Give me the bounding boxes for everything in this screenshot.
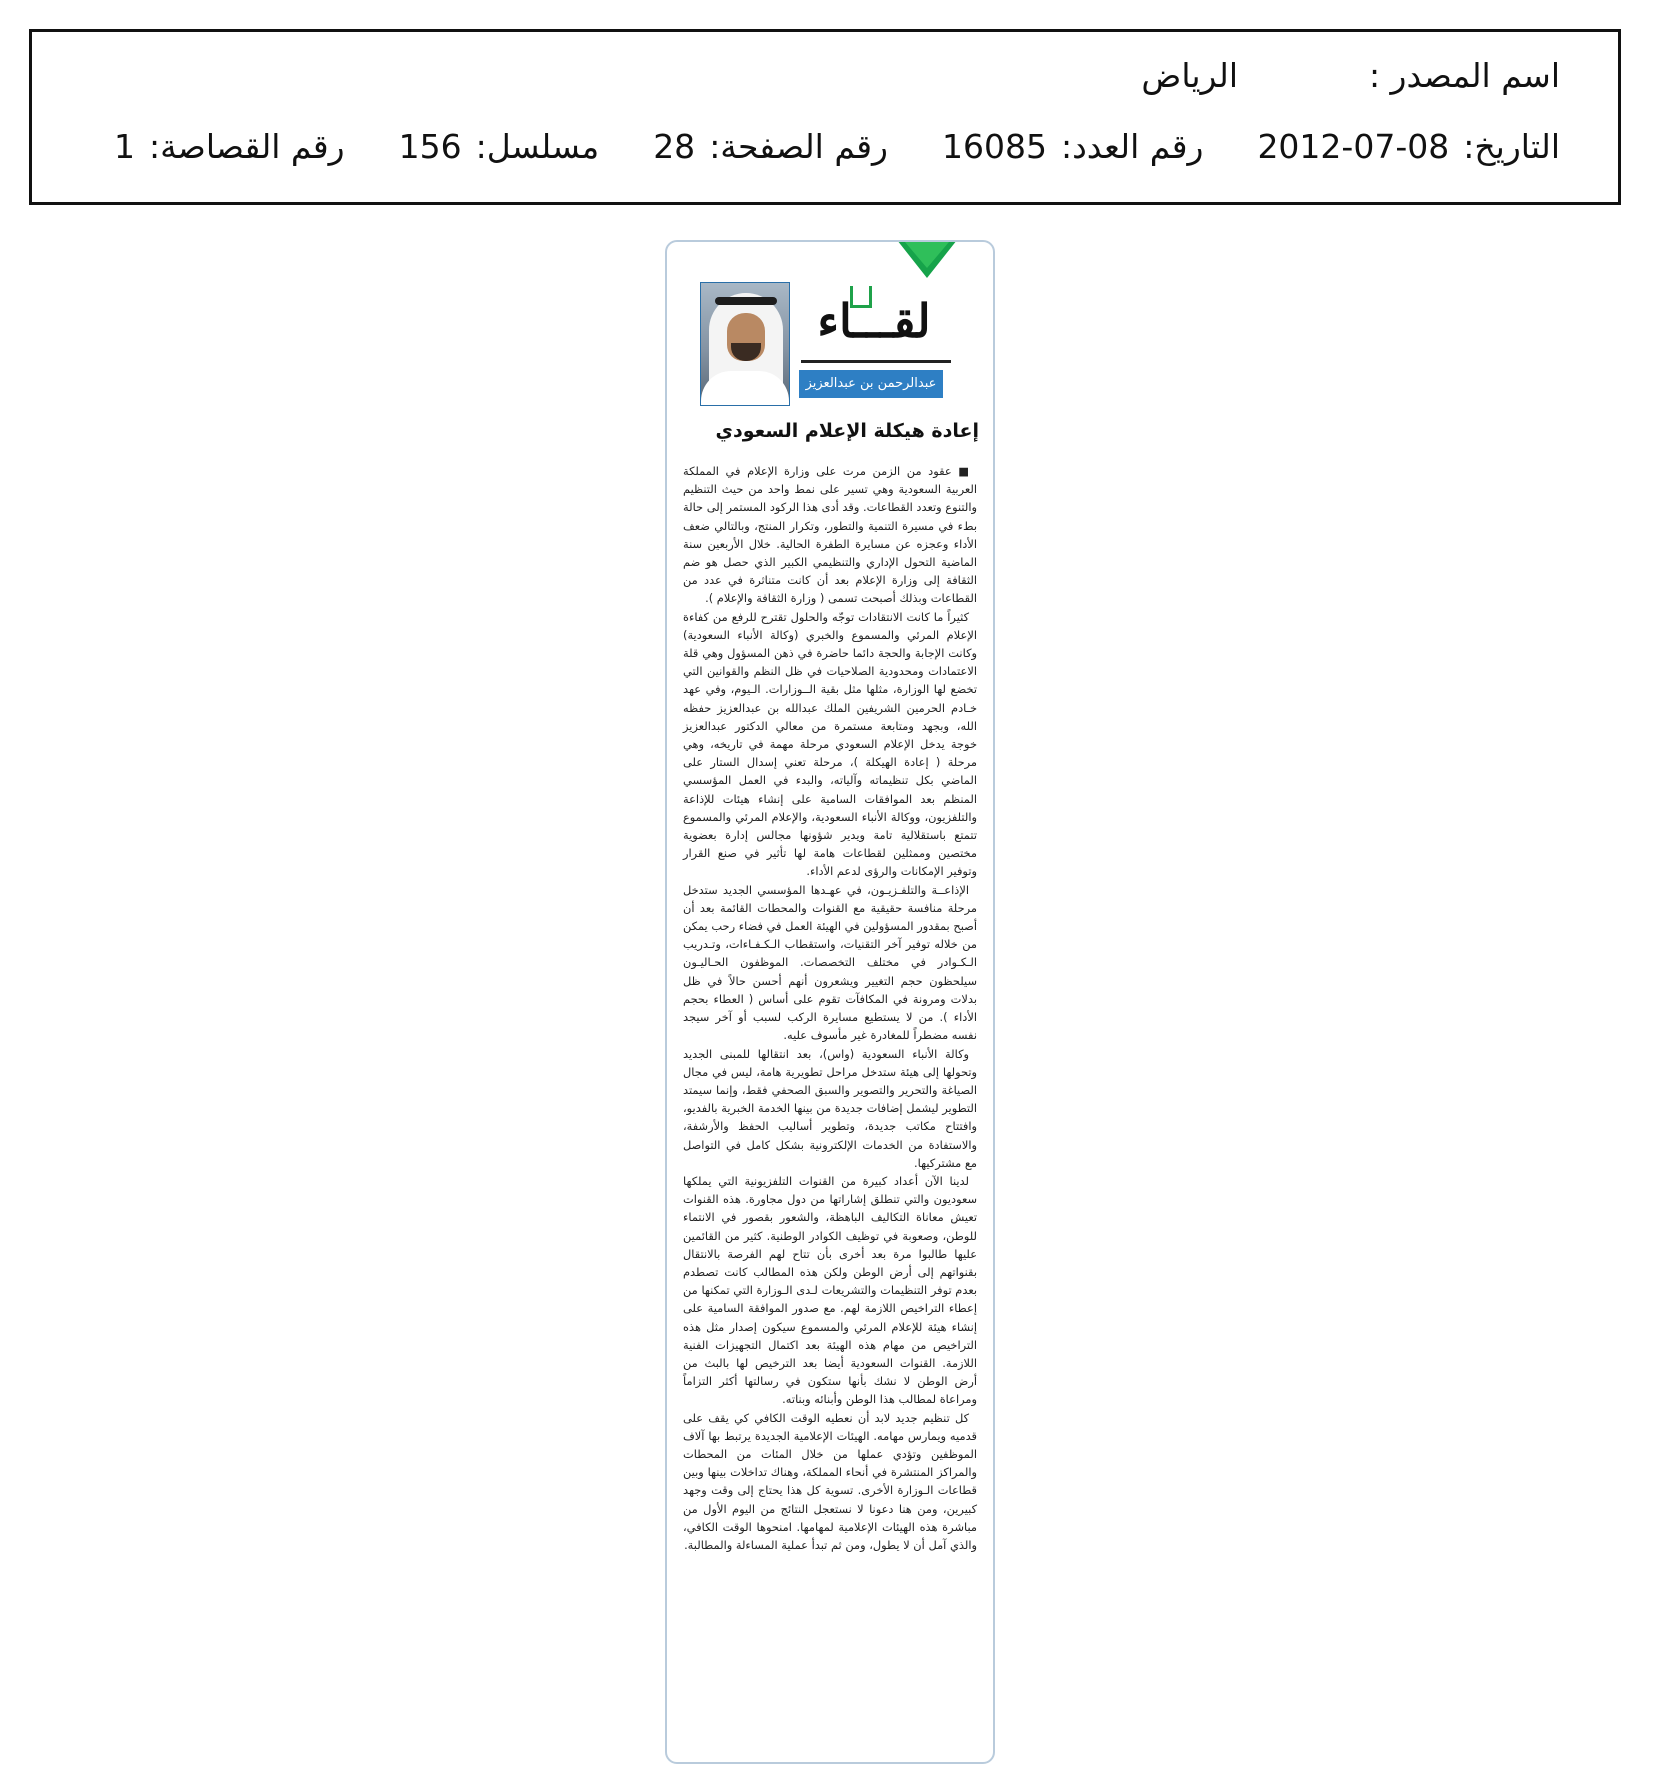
article-headline: إعادة هيكلة الإعلام السعودي: [715, 420, 979, 442]
source-label: اسم المصدر :: [1368, 56, 1560, 95]
ribbon-marker-inner-icon: [905, 242, 949, 268]
newspaper-clipping: [665, 240, 995, 1764]
source-row: [1141, 56, 1560, 95]
serial-field: [399, 127, 600, 166]
article-paragraph: لدينا الآن أعداد كبيرة من القنوات التلفزيونية التي يملكها سعوديون والتي تنطلق إشاراتها من دول مجاورة. هذه القنوات تعيش معاناة التكاليف الباهظة، والشعور بقصور في الانتماء للوطن، وصعوبة في توظيف الكوادر الوطنية. كثير من القائمين عليها طالبوا مرة بعد أخرى بأن تتاح لهم الفرصة بالانتقال بقنواتهم إلى أرض الوطن ولكن هذه المطالب كانت تصطدم بعدم توفر التنظيمات والتشريعات لـدى الـوزارة التي تمكنها من إعطاء التراخيص اللازمة لهم. مع صدور الموافقة السامية على إنشاء هيئة للإعلام المرئي والمسموع سيكون إصدار مثل هذه التراخيص من مهام هذه الهيئة بعد اكتمال التجهيزات الفنية اللازمة. القنوات السعودية أيضا بعد الترخيص لها بالبث من أرض الوطن لا نشك بأنها ستكون في رسالتها أكثر التزاماً ومراعاة لمطالب هذا الوطن وأبنائه وبناته.: [683, 1173, 977, 1407]
article-paragraph: كل تنظيم جديد لابد أن نعطيه الوقت الكافي كي يقف على قدميه ويمارس مهامه. الهيئات الإعلامية الجديدة يرتبط بها آلاف الموظفين وتؤدي عملها من خلال المئات من المحطات والمراكز المنتشرة في أنحاء المملكة، وهناك تداخلات بينها وبين قطاعات الـوزارة الأخرى. تسوية كل هذا يحتاج إلى وقت وجهد كبيرين، ومن هنا دعونا لا نستعجل النتائج من اليوم الأول من مباشرة هذه الهيئات الإعلامية لمهامها. امنحوها الوقت الكافي، والذي آمل أن لا يطول، ومن ثم تبدأ عملية المساءلة والمطالبة.: [683, 1410, 977, 1552]
logo-divider: [801, 360, 951, 363]
page-value: 28: [653, 127, 696, 166]
date-field: [1257, 127, 1560, 166]
article-paragraph: وكالة الأنباء السعودية (واس)، بعد انتقالها للمبنى الجديد وتحولها إلى هيئة ستدخل مراحل تطويرية هامة، ليس في مجال الصياغة والتحرير والتصوير والسبق الصحفي فقط، وإنما سيمتد التطوير ليشمل إضافات جديدة من بينها الخدمة الخبرية بالفديو، وافتتاح مكاتب جديدة، وتطوير أساليب الحفظ والأرشفة، والاستفادة من الخدمات الإلكترونية بشكل كامل في التواصل مع مشتركيها.: [683, 1046, 977, 1170]
clipping-metadata-box: [29, 29, 1621, 205]
page-field: [653, 127, 888, 166]
page-label: رقم الصفحة:: [709, 127, 888, 166]
author-photo: [700, 282, 790, 406]
author-name: عبدالرحمن بن عبدالعزيز الهزاع: [799, 370, 943, 398]
date-label: التاريخ:: [1463, 127, 1560, 166]
serial-label: مسلسل:: [475, 127, 600, 166]
source-value: الرياض: [1141, 56, 1238, 95]
column-logo: لقـــاء: [817, 294, 931, 348]
serial-value: 156: [398, 127, 462, 166]
clip-number-field: [114, 127, 345, 166]
clip-number-value: 1: [114, 127, 135, 166]
issue-field: [942, 127, 1203, 166]
article-paragraph: الإذاعــة والتلفـزيـون، في عهـدها المؤسسي الجديد ستدخل مرحلة منافسة حقيقية مع القنوات والمحطات القائمة بعد أن أصبح بمقدور المسؤولين في الهيئة العمل في فضاء رحب يمكن من خلاله توفير آخر التقنيات، واستقطاب الـكـفـاءات، وتـدريب الـكـوادر في مختلف التخصصات. الموظفون الحـاليـون سيلحظون حجم التغيير ويشعرون أنهم أحسن حالاً في ظل بدلات ومرونة في المكافآت تقوم على أساس ( العطاء بحجم الأداء ). من لا يستطيع مسايرة الركب لسبب أو آخر سيجد نفسه مضطراً للمغادرة غير مأسوف عليه.: [683, 882, 977, 1043]
article-body: [683, 462, 977, 1554]
clip-number-label: رقم القصاصة:: [149, 127, 345, 166]
details-row: [114, 127, 1560, 166]
issue-value: 16085: [942, 127, 1047, 166]
article-paragraph: كثيراً ما كانت الانتقادات توجّه والحلول تقترح للرفع من كفاءة الإعلام المرئي والمسموع والخبري (وكالة الأنباء السعودية) وكانت الإجابة والحجة دائما حاضرة في ذهن المسؤول وهي قلة الاعتمادات ومحدودية الصلاحيات في ظل النظم والقوانين التي تخضع لها الوزارة، مثلها مثل بقية الــوزارات. الـيوم، وفي عهد خـادم الحرمين الشريفين الملك عبدالله بن عبدالعزيز حفظه الله، وبجهد ومتابعة مستمرة من معالي الدكتور عبدالعزيز خوجة يدخل الإعلام السعودي مرحلة مهمة في تاريخه، وهي مرحلة ( إعادة الهيكلة )، مرحلة تعني إسدال الستار على الماضي بكل تنظيماته وآلياته، والبدء في العمل المؤسسي المنظم بعد الموافقات السامية على إنشاء هيئات للإذاعة والتلفزيون، ووكالة الأنباء السعودية، والإعلام المرئي والمسموع تتمتع باستقلالية تامة ويدير شؤونها مجالس إدارة بعضوية مختصين وممثلين لقطاعات هامة لها تأثير في صنع القرار وتوفير الإمكانات والرؤى لدعم الأداء.: [683, 609, 977, 879]
issue-label: رقم العدد:: [1060, 127, 1204, 166]
article-paragraph: ■ عقود من الزمن مرت على وزارة الإعلام في المملكة العربية السعودية وهي تسير على نمط واحد من حيث التنظيم والتنوع وتعدد القطاعات. وقد أدى هذا الركود المستمر إلى حالة بطء في مسيرة التنمية والتطور، وتكرار المنتج، وبالتالي ضعف الأداء وعجزه عن مسايرة الطفرة الحالية. خلال الأربعين سنة الماضية التحول الإداري والتنظيمي الكبير الذي حصل هو ضم الثقافة إلى وزارة الإعلام بعد أن كانت متناثرة في عدد من القطاعات وبذلك أصبحت تسمى ( وزارة الثقافة والإعلام ).: [683, 464, 977, 606]
date-value: 2012-07-08: [1257, 127, 1450, 166]
